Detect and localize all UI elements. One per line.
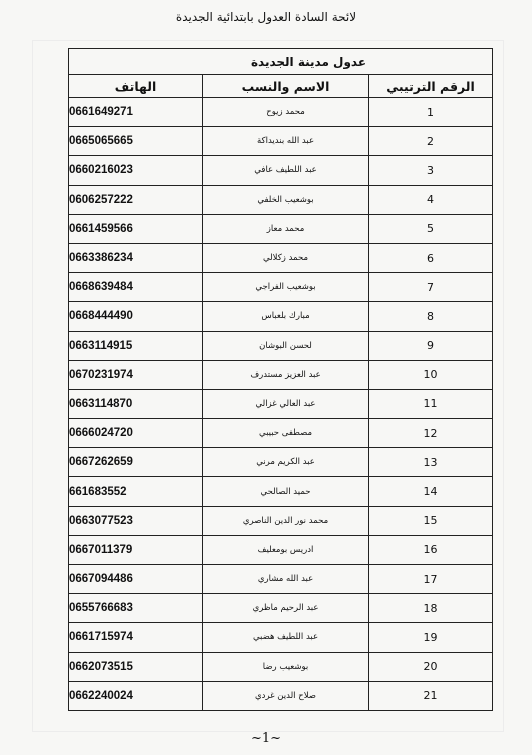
- table-row: [69, 506, 493, 535]
- table-row: [69, 389, 493, 418]
- column-header-name: الاسم والنسب: [203, 75, 369, 98]
- row-phone: 0670231974: [69, 360, 203, 389]
- table-title-row: [69, 49, 493, 75]
- row-number: 12: [369, 419, 493, 448]
- row-phone: 0665065665: [69, 127, 203, 156]
- row-number: 10: [369, 360, 493, 389]
- row-name: عبد اللطيف عافي: [203, 156, 369, 185]
- row-number: 15: [369, 506, 493, 535]
- row-number: 14: [369, 477, 493, 506]
- column-header-number: الرقم الترتيبي: [369, 75, 493, 98]
- row-name: عبد العالي غزالي: [203, 389, 369, 418]
- row-name: بوشعيب الخلفي: [203, 185, 369, 214]
- row-number: 6: [369, 243, 493, 272]
- row-phone: 0606257222: [69, 185, 203, 214]
- row-phone: 0662240024: [69, 681, 203, 710]
- table-row: [69, 360, 493, 389]
- section-title: [69, 49, 493, 75]
- row-number: 19: [369, 623, 493, 652]
- section-title-text: عدول مدينة الجديدة: [250, 54, 367, 69]
- row-name: عبد الله مشاري: [203, 565, 369, 594]
- table-row: [69, 243, 493, 272]
- table-row: [69, 652, 493, 681]
- row-phone: 0662073515: [69, 652, 203, 681]
- row-number: 13: [369, 448, 493, 477]
- row-number: 5: [369, 214, 493, 243]
- row-number: 8: [369, 302, 493, 331]
- table-row: [69, 98, 493, 127]
- table-row: [69, 477, 493, 506]
- row-phone: 0661715974: [69, 623, 203, 652]
- row-number: 4: [369, 185, 493, 214]
- row-name: محمد معاز: [203, 214, 369, 243]
- table-row: [69, 535, 493, 564]
- row-phone: 0668444490: [69, 302, 203, 331]
- table-row: [69, 331, 493, 360]
- row-name: بوشعيب رضا: [203, 652, 369, 681]
- row-number: 3: [369, 156, 493, 185]
- row-phone: 0663114915: [69, 331, 203, 360]
- row-name: محمد زكلالي: [203, 243, 369, 272]
- row-phone: 0668639484: [69, 273, 203, 302]
- row-number: 17: [369, 565, 493, 594]
- table-row: [69, 302, 493, 331]
- row-number: 9: [369, 331, 493, 360]
- row-name: لحسن البوشان: [203, 331, 369, 360]
- table-body: [69, 98, 493, 711]
- table-row: [69, 448, 493, 477]
- table-row: [69, 214, 493, 243]
- row-name: محمد نور الدين الناصري: [203, 506, 369, 535]
- table-row: [69, 273, 493, 302]
- table-row: [69, 127, 493, 156]
- row-phone: 661683552: [69, 477, 203, 506]
- notaries-table: [68, 48, 493, 711]
- row-name: محمد زيوح: [203, 98, 369, 127]
- row-name: صلاح الدين غردي: [203, 681, 369, 710]
- row-phone: 0667262659: [69, 448, 203, 477]
- row-name: عبد اللطيف هضبي: [203, 623, 369, 652]
- row-number: 1: [369, 98, 493, 127]
- table-row: [69, 419, 493, 448]
- row-name: حميد الصالحي: [203, 477, 369, 506]
- row-name: عبد الكريم مرني: [203, 448, 369, 477]
- row-phone: 0667011379: [69, 535, 203, 564]
- row-number: 11: [369, 389, 493, 418]
- row-name: بوشعيب الفراجي: [203, 273, 369, 302]
- row-name: مصطفى حبيبي: [203, 419, 369, 448]
- row-phone: 0661649271: [69, 98, 203, 127]
- page-number: ~1~: [250, 731, 282, 746]
- row-number: 7: [369, 273, 493, 302]
- row-phone: 0667094486: [69, 565, 203, 594]
- column-header-phone: الهاتف: [69, 75, 203, 98]
- table-header-row: [69, 75, 493, 98]
- row-phone: 0663077523: [69, 506, 203, 535]
- table-row: [69, 156, 493, 185]
- row-number: 2: [369, 127, 493, 156]
- table-row: [69, 681, 493, 710]
- row-number: 20: [369, 652, 493, 681]
- row-name: عبد الرحيم ماظري: [203, 594, 369, 623]
- row-name: مبارك بلعباس: [203, 302, 369, 331]
- table-row: [69, 623, 493, 652]
- row-phone: 0660216023: [69, 156, 203, 185]
- row-phone: 0663114870: [69, 389, 203, 418]
- row-phone: 0666024720: [69, 419, 203, 448]
- row-name: عبد العزيز مستدرف: [203, 360, 369, 389]
- row-phone: 0663386234: [69, 243, 203, 272]
- row-number: 18: [369, 594, 493, 623]
- page-title: لائحة السادة العدول بابتدائية الجديدة: [175, 10, 357, 24]
- table-row: [69, 594, 493, 623]
- row-phone: 0661459566: [69, 214, 203, 243]
- table-row: [69, 565, 493, 594]
- row-number: 16: [369, 535, 493, 564]
- row-name: عبد الله بنديداكة: [203, 127, 369, 156]
- row-phone: 0655766683: [69, 594, 203, 623]
- row-number: 21: [369, 681, 493, 710]
- table-row: [69, 185, 493, 214]
- row-name: ادريس بومعليف: [203, 535, 369, 564]
